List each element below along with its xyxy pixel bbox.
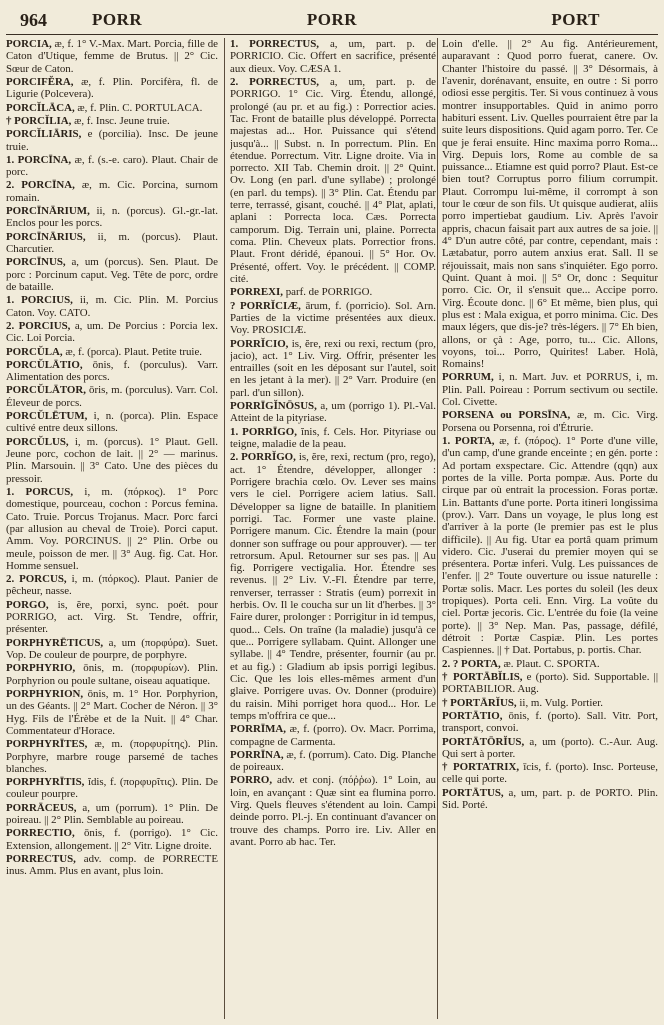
entry-lemma: PORPHYRĪTES, [6, 738, 88, 751]
dictionary-entry [6, 320, 218, 345]
entry-lemma: 1. PORRĪGO, [230, 425, 297, 438]
entry-definition: ōnis, m. (πορφυρίων). Plin. Porphyrion ou poule sultane, oiseau aquatique. [6, 662, 218, 687]
dictionary-entry [6, 128, 218, 153]
left-headword: PORR [92, 10, 143, 29]
entry-lemma: PORTĀTŌRĬUS, [442, 735, 525, 748]
entry-definition: parf. de PORRIGO. [285, 286, 373, 299]
entry-definition: i, m. (πόρκος). Plaut. Panier de pêcheur, nasse. [6, 573, 218, 598]
dictionary-entry [6, 102, 218, 114]
entry-definition: īcis, f. (porto). Insc. Porteuse, celle qui porte. [442, 761, 658, 786]
entry-lemma: PORPHYRĪTIS, [6, 776, 85, 789]
entry-lemma: PORGO, [6, 598, 49, 611]
entry-definition: æ, f. (porca). Plaut. Petite truie. [65, 345, 203, 358]
dictionary-entry [442, 38, 658, 370]
entry-definition: is, ĕre, porxi, sync. poét. pour PORRIGO, act. Virg. St. Tendre, offrir, présenter. [6, 598, 218, 636]
entry-lemma: PORPHYRIO, [6, 662, 76, 675]
dictionary-entry [6, 38, 218, 75]
entry-lemma: PORCĪNĀRIUS, [6, 230, 86, 243]
entry-lemma: PORRECTUS, [6, 853, 76, 865]
entry-lemma: † PORTATRIX, [442, 761, 520, 774]
entry-lemma: PORCĪNUS, [6, 256, 66, 269]
entry-lemma: PORSENA ou PORSĪNA, [442, 409, 571, 422]
dictionary-entry [6, 573, 218, 598]
entry-definition: i, n. Mart. Juv. et PORRUS, i, m. Plin. Pall. Poireau : Porrum sectivum ou sectile. Col. Civette. [442, 371, 658, 409]
entry-definition: a, um, part. p. de PORRICIO. Cic. Offert en sacrifice, présenté aux dieux. Voy. CÆSA 1. [230, 38, 436, 75]
dictionary-entry [6, 346, 218, 358]
entry-definition: is, ĕre, rexi ou rexi, rectum (pro, jacio), act. 1° Liv. Virg. Offrir, présenter les entrailles (soit en les déposant sur l'autel, soit en les jetant à la mer). || 2° Varr. Produire (en parl. d'un sillon). [230, 337, 436, 399]
entry-lemma: PORRĀCEUS, [6, 801, 77, 814]
dictionary-entry [6, 662, 218, 687]
entry-lemma: PORRĪMA, [230, 723, 286, 736]
entry-definition: ōnis, f. (porrigo). 1° Cic. Extension, allongement. || 2° Vitr. Ligne droite. [6, 827, 218, 852]
dictionary-entry [442, 697, 658, 709]
entry-definition: e (porcilia). Insc. De jeune truie. [6, 128, 218, 153]
entry-lemma: PORRO, [230, 774, 273, 787]
entry-definition: a, um, part. p. de PORRIGO. 1° Cic. Virg. Étendu, allongé, prolongé (au pr. et au fig.) : Porrectior acies. Tac. Front de bataille plus développé. Porrecta majestas ad... Hor. Puissance qui s'étend jusqu'à... || Subst. n. In porrectum. Plin. En étendue. Porrectum. Vitr. Ligne droite. Via in porrecto. XII Tab. Chemin droit. || 2° Quint. Ov. Long (en parl. d'une syllabe) ; prolongé (en parl. du temps). || 3° Plin. Cat. Étendu par terre, terrassé, gisant, couché. || 4° Plat, aplati, aplani : Porrecta loca. Cæs. Porrecta camporum. Dig. Terrain uni, plaine. Porrecta coma. Plin. Cheveux plats. Porrectior frons. Plaut. Front déridé, épanoui. || 5° Hor. Ov. Présenté, offert. Voy. le précédent. || COMP. cité. [230, 75, 436, 285]
entry-definition: æ, f. Plin. C. PORTULACA. [77, 101, 203, 114]
dictionary-entry [6, 294, 218, 319]
dictionary-entry [230, 400, 436, 425]
dictionary-entry [230, 300, 436, 337]
dictionary-entry [6, 256, 218, 293]
dictionary-entry [230, 723, 436, 748]
entry-lemma: 2. PORRĬGO, [230, 451, 296, 464]
entry-lemma: † PORTĀBĬLIS, [442, 670, 523, 683]
entry-lemma: PORCŬLUS, [6, 435, 69, 448]
entry-definition: æ, f. (πόρος). 1° Porte d'une ville, d'un camp, d'une grande enceinte ; en gén. porte : Ad portam exspectare. Cic. Attendre (qqn) aux portes de la ville. Porta pompæ. Aus. Porte du cirque par où entrait la procession. Foras portæ. Lin. Battants d'une porte. Porta itineri longissima (prov.). Varr. Dans un voyage, le plus long est d'arriver à la porte (le premier pas est le plus difficile). || Au fig. Utar ea portâ quam primum videro. Cic. J'userai du premier moyen qui se présentera. Portæ inferi. Vulg. Les puissances de l'enfer. || 2° Toute ouverture ou issue naturelle : Portæ solis. Macr. Les portes du soleil (les deux tropiques). Porta celi. Enn. Virg. La voûte du ciel. Portæ jecoris. Cic. L'entrée du foie (la veine porte). || 3° Nep. Man. Pas, passage, défilé, détroit : Portæ Caspiæ. Plin. Les portes Caspiennes. || † Dat. Portabus, p. portis. Char. [442, 435, 658, 657]
entry-lemma: PORREXI, [230, 286, 283, 299]
entry-lemma: PORCIA, [6, 38, 52, 50]
entry-lemma: 1. PORRECTUS, [230, 38, 319, 50]
entry-lemma: 1. PORTA, [442, 435, 495, 447]
entry-definition: a, um (πορφύρα). Suet. Vop. De couleur de pourpre, de porphyre. [6, 636, 218, 661]
entry-definition: ārum, f. (porricio). Sol. Arn. Parties de la victime présentées aux dieux. Voy. PROSICIÆ. [230, 299, 436, 337]
entry-definition: æ, f. Plin. Porcifèra, fl. de Ligurie (Polcevera). [6, 75, 218, 101]
entry-definition: e (porto). Sid. Supportable. || PORTABILIOR. Aug. [442, 670, 658, 696]
dictionary-entry [6, 436, 218, 485]
dictionary-entry [230, 451, 436, 722]
dictionary-entry [6, 154, 218, 179]
column-separator-2 [437, 38, 438, 1019]
entry-definition: adv. et conj. (πόῤῥω). 1° Loin, au loin, en avançant : Quæ sint ea flumina porro. Virg. Quels fleuves s'étendent au loin. Campi deinde porro. Pl.-j. En continuant d'avancer on trouve des champs. Porro ire. Liv. Aller en avant. Porro ab hac. Ter. [230, 774, 436, 848]
entry-definition: ōris, m. (porculus). Varr. Col. Éleveur de porcs. [6, 384, 218, 409]
entry-lemma: PORCĪNĀRIUM, [6, 205, 90, 218]
entry-lemma: PORRĪNA, [230, 748, 284, 761]
entry-lemma: PORTĀTUS, [442, 786, 504, 799]
entry-lemma: ? PORRĬCIÆ, [230, 299, 301, 312]
entry-definition: adv. comp. de PORRECTE inus. Amm. Plus en avant, plus loin. [6, 853, 218, 878]
dictionary-entry [230, 338, 436, 400]
dictionary-entry [6, 486, 218, 572]
entry-definition: æ, m. Cic. Virg. Porsena ou Porsenna, roi d'Étrurie. [442, 409, 658, 434]
page-number: 964 [20, 10, 47, 30]
entry-definition: æ. Plaut. C. SPORTA. [503, 657, 600, 670]
dictionary-entry [6, 384, 218, 409]
entry-definition: ii, m. Vulg. Portier. [519, 696, 603, 709]
entry-lemma: † PORTĀRĬUS, [442, 696, 517, 709]
entry-lemma: PORCŬLA, [6, 345, 63, 358]
entry-definition: æ, m. (πορφυρίτης). Plin. Porphyre, marbre rouge parsemé de taches blanches. [6, 738, 218, 775]
dictionary-entry [442, 710, 658, 735]
column-separator-1 [224, 38, 225, 1019]
column-3 [442, 38, 658, 1022]
entry-definition: ōnis, m. 1° Hor. Porphyrion, un des Géants. || 2° Mart. Cocher de Néron. || 3° Hyg. Fils de l'Érèbe et de la Nuit. || 4° Char. Commentateur d'Horace. [6, 687, 218, 737]
entry-definition: æ, m. Cic. Porcina, surnom romain. [6, 179, 218, 204]
dictionary-entry [6, 827, 218, 852]
dictionary-entry [6, 76, 218, 101]
entry-lemma: PORCĬLIĀRIS, [6, 128, 82, 141]
column-2 [230, 38, 436, 1022]
column-1 [6, 38, 218, 1022]
entry-definition: ōnis, f. (porto). Sall. Vitr. Port, transport, convoi. [442, 709, 658, 735]
dictionary-entry [6, 179, 218, 204]
dictionary-entry [6, 359, 218, 384]
entry-lemma: 2. PORCUS, [6, 573, 67, 586]
entry-lemma: PORTĀTIO, [442, 709, 503, 722]
dictionary-entry [6, 410, 218, 435]
entry-definition: i, n. (porca). Plin. Espace cultivé entre deux sillons. [6, 410, 218, 435]
entry-definition: a, um. De Porcius : Porcia lex. Cic. Loi Porcia. [6, 319, 218, 345]
dictionary-entry [6, 231, 218, 256]
dictionary-entry [6, 637, 218, 662]
dictionary-entry [6, 853, 218, 878]
page-header [0, 10, 664, 32]
entry-lemma: PORPHYRĒTICUS, [6, 636, 104, 649]
dictionary-entry [442, 435, 658, 657]
entry-lemma: 1. PORCIUS, [6, 294, 73, 307]
dictionary-entry [442, 371, 658, 408]
entry-lemma: 1. PORCĪNA, [6, 153, 72, 166]
entry-lemma: PORCŬLĀTIO, [6, 358, 83, 371]
entry-definition: a, um (porto). C.-Aur. Aug. Qui sert à porter. [442, 735, 658, 760]
entry-lemma: PORPHYRION, [6, 687, 84, 700]
dictionary-entry [442, 409, 658, 434]
dictionary-entry [442, 787, 658, 812]
dictionary-entry [6, 802, 218, 827]
dictionary-entry [6, 776, 218, 801]
entry-definition: a, um, part. p. de PORTO. Plin. Sid. Porté. [442, 786, 658, 812]
dictionary-entry [6, 599, 218, 636]
entry-definition: ii, m. Cic. Plin. M. Porcius Caton. Voy. CATO. [6, 294, 218, 319]
entry-definition: æ, f. Insc. Jeune truie. [74, 114, 170, 127]
dictionary-entry [230, 76, 436, 285]
dictionary-entry [6, 688, 218, 737]
dictionary-entry [442, 761, 658, 786]
entry-definition: æ, f. (porro). Ov. Macr. Porrima, compagne de Carmenta. [230, 723, 436, 748]
entry-definition: æ, f. 1° V.-Max. Mart. Porcia, fille de Caton d'Utique, femme de Brutus. || 2° Cic. Sœur de Caton. [6, 38, 218, 75]
entry-definition: æ, f. (porrum). Cato. Dig. Planche de poireaux. [230, 748, 436, 774]
entry-definition: a, um (porcus). Sen. Plaut. De porc : Porcinum caput. Veg. Tête de porc, ordre de bataille. [6, 256, 218, 293]
entry-definition: ōnis, f. (porculus). Varr. Alimentation des porcs. [6, 358, 218, 384]
entry-definition: is, ĕre, rexi, rectum (pro, rego), act. 1° Étendre, développer, allonger : Porrigere brachia cœlo. Ov. Lever ses mains vers le ciel. Porrigere aciem latius. Sall. Développer sa ligne de bataille. In planitiem porrigi. Tac. Former une vaste plaine. Porrigere manum. Cic. Étendre la main (pour donner son suffrage ou pour approuver). — ter retrorsum. Apul. Retourner sur ses pas. || Au fig. Porrigere vectigalia. Hor. Étendre ses revenus. || 2° Liv. V.-Fl. Étendre par terre, renverser, terrasser : Stratis (eum) porrexit in herbis. Ov. Il le coucha sur un lit d'herbes. || 3° Faire durer, prolonger : Porrigitur in id tempus, quod... Cels. On traîne (la maladie) jusqu'à ce que... Porrigere syllabam. Quint. Allonger une syllabe. || 4° Tendre, présenter, fournir (au pr. et au fig.) : Gladium ab ipsis porrigi legibus. Cic. Que les lois elles-mêmes arment d'un glaive. Porrigere uvas. Ov. Donner (produire) du raisin. Mihi porriget hora quod... Hor. Le temps m'offrira ce que... [230, 451, 436, 722]
entry-lemma: 2. PORRECTUS, [230, 75, 319, 88]
entry-definition: ĭdis, f. (πορφυρῖτις). Plin. De couleur pourpre. [6, 776, 218, 801]
entry-definition: æ, f. (s.-e. caro). Plaut. Chair de porc. [6, 153, 218, 179]
dictionary-entry [442, 671, 658, 696]
dictionary-entry [230, 38, 436, 75]
entry-lemma: PORRĪGĬNŌSUS, [230, 400, 317, 413]
header-rule [6, 34, 658, 35]
dictionary-entry [230, 749, 436, 774]
entry-definition: i, m. (porcus). 1° Plaut. Gell. Jeune porc, cochon de lait. || 2° — marinus. Plin. Marsouin. || 3° Cato. Une des pièces du pressoir. [6, 435, 218, 485]
entry-lemma: PORRĬCIO, [230, 337, 289, 350]
entry-lemma: PORRUM, [442, 371, 494, 384]
dictionary-entry [230, 426, 436, 451]
entry-lemma: 2. PORCIUS, [6, 319, 71, 332]
entry-definition: a, um (porrigo 1). Pl.-Val. Atteint de la pityriase. [230, 400, 436, 425]
entry-definition: ĭnis, f. Cels. Hor. Pityriase ou teigne, maladie de la peau. [230, 425, 436, 450]
entry-lemma: 2. ? PORTA, [442, 657, 501, 670]
entry-definition: Loin d'elle. || 2° Au fig. Antérieurement, auparavant : Quod porro fuerat, canere. Ov. Chanter l'histoire du passé. || 3° Désormais, à l'avenir, dorénavant, ensuite, en outre : Si porro odiosi esse pergitis. Ter. Si vous continuez à vous montrer insupportables. Quid in animo porro habituri essent. Liv. Quelles pourraient être par la suite leurs dispositions. Quid agam porro. Ter. Ce que je ferai ensuite. Hinc maxima porro Roma... Virg. Depuis lors, Rome au comble de sa puissance... Etiamne est quid porro? Plaut. Est-ce bien tout? Corruptus porro filium corrumpit. Plaut. Corrompu lui-même, il corrompt à son tour le cœur de son fils. Ut quisque audierat, aliis porro impertiebat gaudium. Liv. Après l'avoir appris, chacun faisait part aux autres de sa joie. || 4° D'un autre côté, par contre, cependant, mais : Lætabatur, porro autem anxius erat. Sall. Il se réjouissait, mais non sans s'inquiéter. Ego porro. Quint. Quant à moi. || 5° Or, donc : Sequitur porro. Cic. Or, il s'ensuit que... Accipe porro. Virg. Écoute donc. || 6° Et même, bien plus, qui plus est : Mala exigua, et porro minima. Cic. Des maux légers, que dis-je? très-légers. || 7° Eh bien, allons, or çà : Age, porro, tu... Cic. Allons, voyons, toi... Porro, Quirites! Laber. Holà, Romains! [442, 38, 658, 371]
center-headword: PORR [306, 10, 358, 29]
dictionary-entry [230, 286, 436, 298]
entry-lemma: PORCIFĔRA, [6, 75, 74, 88]
entry-lemma: PORCĬLĀCA, [6, 101, 75, 114]
dictionary-entry [6, 115, 218, 127]
dictionary-entry [6, 205, 218, 230]
dictionary-entry [230, 774, 436, 848]
entry-definition: ii, n. (porcus). Gl.-gr.-lat. Enclos pour les porcs. [6, 205, 218, 230]
entry-definition: a, um (porrum). 1° Plin. De poireau. || 2° Plin. Semblable au poireau. [6, 801, 218, 827]
dictionary-entry [442, 658, 658, 670]
right-headword: PORT [551, 10, 600, 29]
entry-lemma: PORCŬLĒTUM, [6, 410, 88, 423]
entry-definition: ii, m. (porcus). Plaut. Charcutier. [6, 230, 218, 255]
entry-lemma: † PORCĬLIA, [6, 114, 72, 127]
entry-lemma: PORRECTIO, [6, 827, 75, 840]
entry-definition: i, m. (πόρκος). 1° Porc domestique, pourceau, cochon : Porcus femina. Cato. Truie. Porcus Trojanus. Macr. Porc farci (par allusion au cheval de Troie). Porci caput. Amm. Voy. PORCINUS. || 2° Plin. Orbe ou meule, poisson de mer. || 3° Aug. fig. Cat. Hor. Homme sensuel. [6, 485, 218, 572]
entry-lemma: 1. PORCUS, [6, 485, 74, 498]
dictionary-entry [442, 736, 658, 761]
dictionary-entry [6, 738, 218, 775]
entry-lemma: PORCŬLĀTOR, [6, 384, 86, 397]
entry-lemma: 2. PORCĪNA, [6, 179, 75, 192]
